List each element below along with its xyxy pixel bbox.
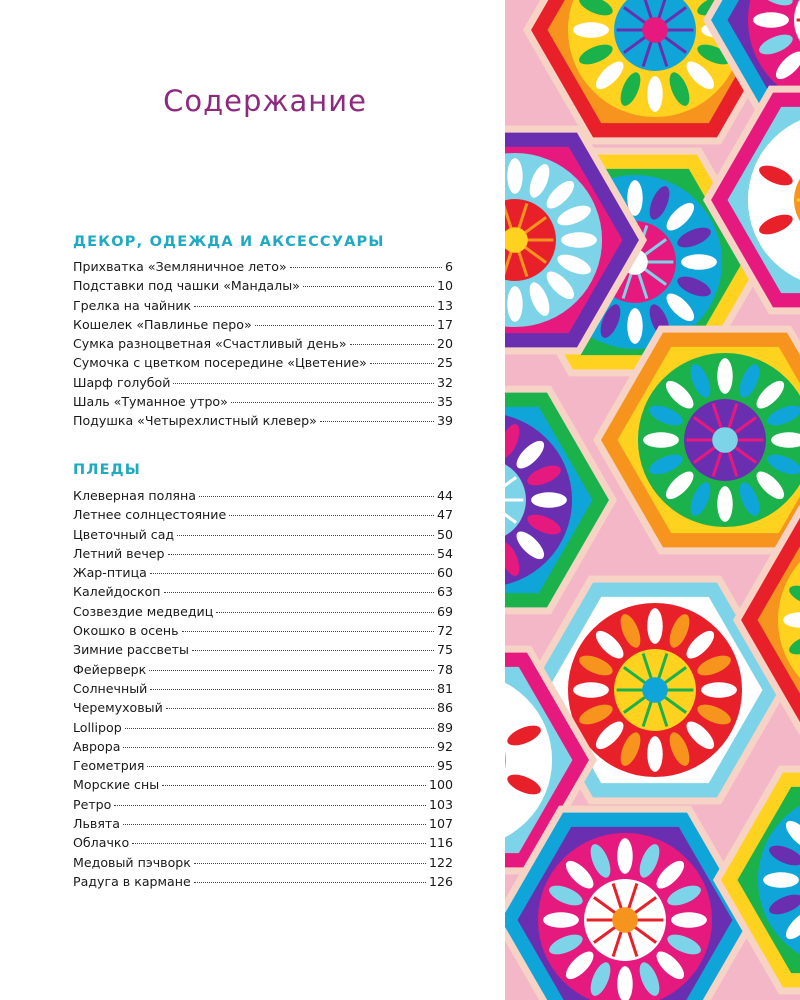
dot-leader (370, 363, 434, 364)
dot-leader (173, 383, 434, 384)
dot-leader (114, 805, 426, 806)
toc-entry-title: Львята (73, 816, 120, 832)
toc-entry-title: Кошелек «Павлинье перо» (73, 316, 252, 332)
toc-entry-title: Сумочка с цветком посередине «Цветение» (73, 355, 367, 371)
toc-entry[interactable] (73, 698, 453, 717)
toc-entry-page: 89 (436, 719, 453, 735)
toc-entry-page: 25 (436, 355, 453, 371)
toc-entry-title: Прихватка «Земляничное лето» (73, 259, 287, 274)
section-heading-blankets: ПЛЕДЫ (73, 462, 142, 478)
toc-entry-title: Черемуховый (73, 700, 163, 716)
toc-entry[interactable] (73, 621, 453, 640)
dot-leader (303, 286, 434, 287)
dot-leader (150, 573, 434, 574)
toc-entry[interactable] (73, 679, 453, 698)
toc-entry-page: 126 (428, 873, 453, 889)
toc-entry-page: 78 (436, 661, 453, 677)
toc-entry-title: Медовый пэчворк (73, 854, 191, 870)
toc-entry[interactable] (73, 872, 453, 891)
toc-entry[interactable] (73, 795, 453, 814)
toc-entry[interactable] (73, 737, 453, 756)
toc-entry-page: 54 (436, 545, 453, 561)
toc-entry[interactable] (73, 411, 453, 430)
toc-entry-page: 122 (428, 854, 453, 870)
toc-entry-title: Фейерверк (73, 661, 147, 677)
toc-entry-page: 81 (436, 680, 453, 696)
toc-list-blankets (73, 486, 453, 891)
toc-entry-page: 95 (436, 758, 453, 774)
toc-entry[interactable] (73, 775, 453, 794)
dot-leader (149, 670, 434, 671)
toc-entry-title: Солнечный (73, 680, 148, 696)
toc-entry-title: Созвездие медведиц (73, 603, 214, 619)
dot-leader (182, 631, 434, 632)
toc-entry[interactable] (73, 660, 453, 679)
toc-entry-page: 72 (436, 623, 453, 639)
dot-leader (166, 708, 434, 709)
toc-entry-page: 107 (428, 816, 453, 832)
toc-entry-page: 86 (436, 700, 453, 716)
toc-entry[interactable] (73, 563, 453, 582)
dot-leader (123, 747, 434, 748)
toc-entry[interactable] (73, 853, 453, 872)
dot-leader (150, 689, 434, 690)
toc-list-decor (73, 257, 453, 431)
toc-entry-page: 63 (436, 584, 453, 600)
toc-entry-title: Калейдоскоп (73, 584, 161, 600)
toc-entry-page: 17 (436, 316, 453, 332)
dot-leader (147, 766, 433, 767)
dot-leader (229, 515, 434, 516)
dot-leader (132, 843, 426, 844)
dot-leader (162, 785, 426, 786)
toc-entry-title: Окошко в осень (73, 623, 179, 639)
dot-leader (255, 325, 434, 326)
dot-leader (199, 496, 434, 497)
toc-entry-page: 32 (436, 374, 453, 390)
toc-entry-title: Летний вечер (73, 545, 165, 561)
toc-entry-title: Жар-птица (73, 565, 147, 581)
toc-entry[interactable] (73, 392, 453, 411)
toc-entry-page: 92 (436, 738, 453, 754)
toc-entry-title: Шарф голубой (73, 374, 171, 390)
dot-leader (164, 592, 434, 593)
crochet-hexagons-image (505, 0, 800, 1000)
toc-entry-title: Геометрия (73, 758, 145, 774)
toc-entry-page: 44 (436, 488, 453, 503)
toc-entry-title: Сумка разноцветная «Счастливый день» (73, 336, 347, 352)
toc-entry[interactable] (73, 756, 453, 775)
toc-entry[interactable] (73, 582, 453, 601)
dot-leader (350, 344, 434, 345)
dot-leader (125, 728, 434, 729)
toc-entry-page: 75 (436, 642, 453, 658)
toc-entry-page: 100 (428, 777, 453, 793)
dot-leader (192, 650, 434, 651)
dot-leader (231, 402, 434, 403)
toc-entry[interactable] (73, 602, 453, 621)
toc-entry-page: 13 (436, 297, 453, 313)
toc-entry-title: Морские сны (73, 777, 160, 793)
dot-leader (177, 535, 434, 536)
toc-entry-title: Грелка на чайник (73, 297, 192, 313)
toc-entry-title: Зимние рассветы (73, 642, 189, 658)
toc-entry-title: Аврора (73, 738, 121, 754)
toc-entry[interactable] (73, 257, 453, 276)
toc-entry-page: 103 (428, 796, 453, 812)
dot-leader (216, 612, 434, 613)
toc-entry[interactable] (73, 505, 453, 524)
toc-entry-page: 60 (436, 565, 453, 581)
section-heading-decor: ДЕКОР, ОДЕЖДА И АКСЕССУАРЫ (73, 234, 385, 250)
toc-entry-page: 69 (436, 603, 453, 619)
toc-entry-page: 6 (444, 259, 453, 274)
crochet-photo (505, 0, 800, 1000)
toc-entry[interactable] (73, 353, 453, 372)
toc-entry-title: Летнее солнцестояние (73, 507, 227, 523)
toc-entry[interactable] (73, 486, 453, 505)
dot-leader (194, 882, 426, 883)
toc-entry-page: 10 (436, 278, 453, 294)
toc-entry[interactable] (73, 544, 453, 563)
toc-entry-title: Цветочный сад (73, 526, 175, 542)
page-title: Содержание (163, 84, 367, 118)
toc-entry-title: Lollipop (73, 719, 122, 735)
toc-entry-title: Подставки под чашки «Мандалы» (73, 278, 300, 294)
toc-entry-title: Ретро (73, 796, 112, 812)
toc-entry[interactable] (73, 276, 453, 295)
dot-leader (194, 863, 426, 864)
toc-entry[interactable] (73, 718, 453, 737)
toc-entry-title: Радуга в кармане (73, 873, 191, 889)
toc-entry[interactable] (73, 315, 453, 334)
toc-entry[interactable] (73, 814, 453, 833)
toc-entry[interactable] (73, 833, 453, 852)
dot-leader (123, 824, 426, 825)
dot-leader (168, 554, 434, 555)
dot-leader (290, 267, 442, 268)
toc-entry-page: 20 (436, 336, 453, 352)
toc-entry-title: Подушка «Четырехлистный клевер» (73, 413, 317, 429)
dot-leader (194, 306, 434, 307)
toc-entry[interactable] (73, 525, 453, 544)
toc-entry-page: 47 (436, 507, 453, 523)
toc-entry[interactable] (73, 640, 453, 659)
toc-entry[interactable] (73, 373, 453, 392)
toc-entry-title: Клеверная поляна (73, 488, 196, 503)
toc-entry-page: 116 (428, 835, 453, 851)
toc-entry[interactable] (73, 296, 453, 315)
toc-entry-title: Шаль «Туманное утро» (73, 394, 228, 410)
toc-entry-page: 39 (436, 413, 453, 429)
toc-entry-page: 50 (436, 526, 453, 542)
toc-entry[interactable] (73, 334, 453, 353)
toc-entry-page: 35 (436, 394, 453, 410)
toc-entry-title: Облачко (73, 835, 130, 851)
dot-leader (320, 421, 434, 422)
